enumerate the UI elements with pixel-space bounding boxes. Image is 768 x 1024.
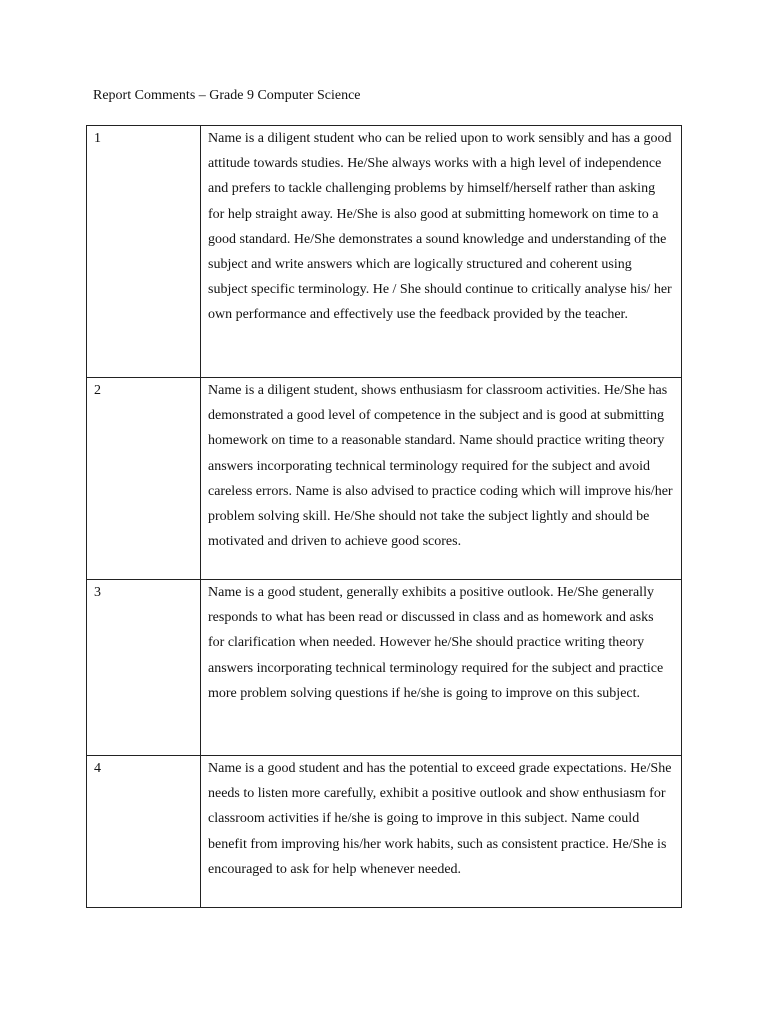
comment-number: 4 — [94, 761, 101, 776]
comment-number-cell — [87, 126, 201, 378]
comment-text-cell — [201, 756, 682, 908]
comment-text: Name is a good student, generally exhibits a positive outlook. He/She generally responds to what has been read or discussed in class and as homework and asks for clarification when needed. However he/She should practice writing theory answers incorporating technical terminology required for the subject and practice more problem solving questions if he/she is going to improve on this subject. — [208, 585, 664, 701]
comment-text: Name is a diligent student, shows enthusiasm for classroom activities. He/She has demonstrated a good level of competence in the subject and is good at submitting homework on time to a reasonable standard. Name should practice writing theory answers incorporating technical terminology required for the subject and avoid careless errors. Name is also advised to practice coding which will improve his/her problem solving skill. He/She should not take the subject lightly and should be motivated and driven to achieve good scores. — [208, 383, 673, 550]
comment-number: 1 — [94, 131, 101, 146]
comment-text-cell — [201, 378, 682, 580]
comment-number-cell — [87, 756, 201, 908]
comment-text-cell — [201, 580, 682, 756]
comment-row — [87, 378, 682, 580]
document-title: Report Comments – Grade 9 Computer Science — [93, 88, 361, 103]
comment-text-cell — [201, 126, 682, 378]
comment-row — [87, 126, 682, 378]
comment-number-cell — [87, 580, 201, 756]
comments-table — [86, 125, 682, 908]
comment-row — [87, 756, 682, 908]
comment-text: Name is a diligent student who can be relied upon to work sensibly and has a good attitude towards studies. He/She always works with a high level of independence and prefers to tackle challenging problems by himself/herself rather than asking for help straight away. He/She is also good at submitting homework on time to a good standard. He/She demonstrates a sound knowledge and understanding of the subject and write answers which are logically structured and coherent using subject specific terminology. He / She should continue to critically analyse his/ her own performance and effectively use the feedback provided by the teacher. — [208, 131, 672, 323]
comment-number: 3 — [94, 585, 101, 600]
comment-text: Name is a good student and has the potential to exceed grade expectations. He/She needs to listen more carefully, exhibit a positive outlook and show enthusiasm for classroom activities if he/she is going to improve in this subject. Name could benefit from improving his/her work habits, such as consistent practice. He/She is encouraged to ask for help whenever needed. — [208, 761, 672, 877]
comment-row — [87, 580, 682, 756]
comment-number: 2 — [94, 383, 101, 398]
comment-number-cell — [87, 378, 201, 580]
